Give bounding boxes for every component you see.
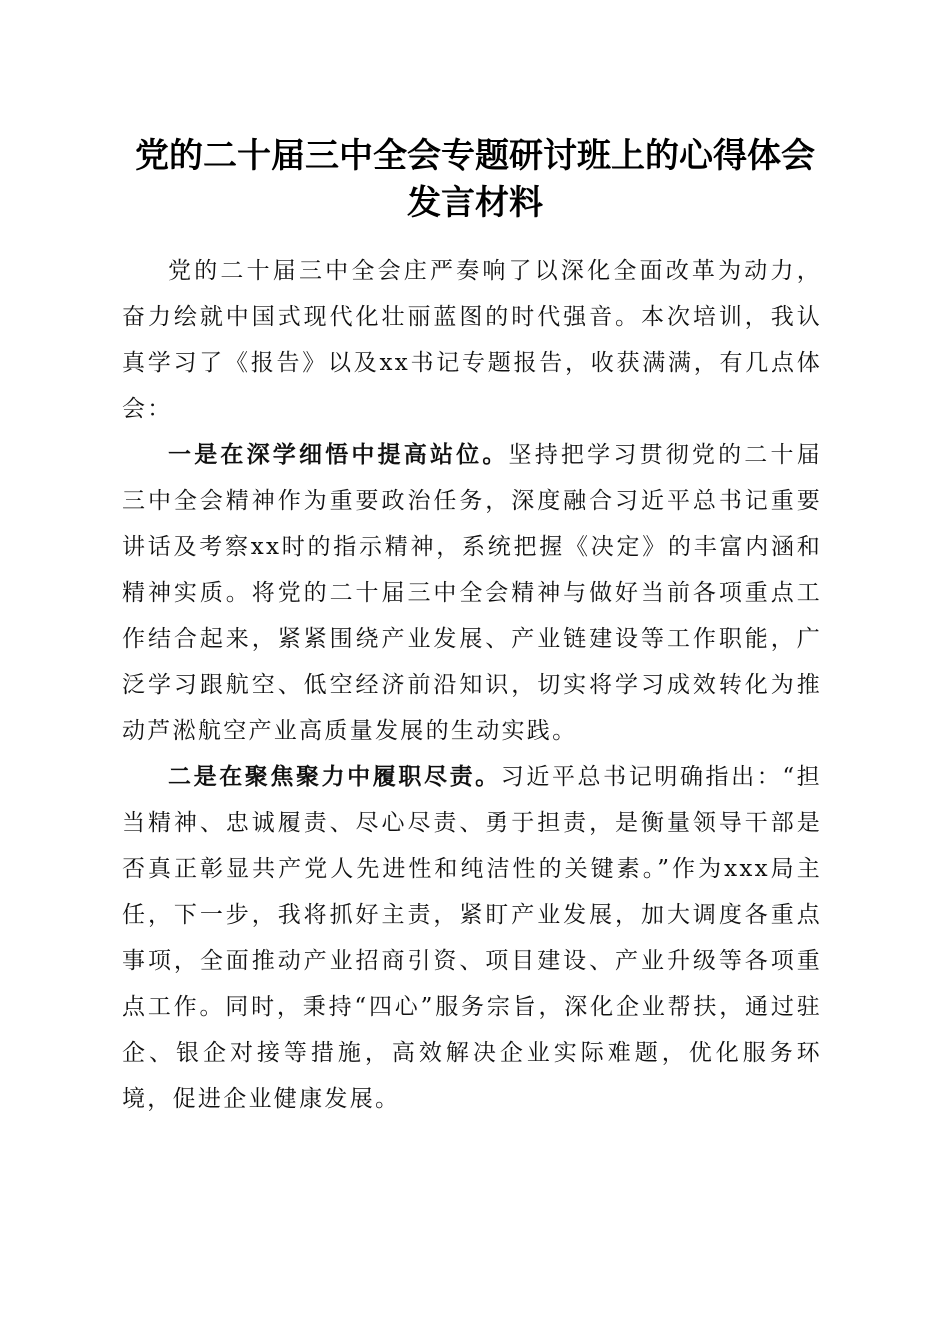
point-two-paragraph xyxy=(122,754,822,1122)
point-two-body: 习近平总书记明确指出：“担当精神、忠诚履责、尽心尽责、勇于担责，是衡量领导干部是否真正彰显共产党人先进性和纯洁性的关键素。”作为xxx局主任，下一步，我将抓好主责，紧盯产业发展，加大调度各重点事项，全面推动产业招商引资、项目建设、产业升级等各项重点工作。同时，秉持“四心”服务宗旨，深化企业帮扶，通过驻企、银企对接等措施，高效解决企业实际难题，优化服务环境，促进企业健康发展。 xyxy=(122,764,822,1112)
document-title xyxy=(100,133,850,227)
point-two-lead: 二是在聚焦聚力中履职尽责。 xyxy=(168,763,501,790)
title-line-2: 发言材料 xyxy=(407,183,543,223)
point-one-lead: 一是在深学细悟中提高站位。 xyxy=(168,441,509,468)
document-body xyxy=(122,248,822,1122)
point-one-body: 坚持把学习贯彻党的二十届三中全会精神作为重要政治任务，深度融合习近平总书记重要讲话及考察xx时的指示精神，系统把握《决定》的丰富内涵和精神实质。将党的二十届三中全会精神与做好当前各项重点工作结合起来，紧紧围绕产业发展、产业链建设等工作职能，广泛学习跟航空、低空经济前沿知识，切实将学习成效转化为推动芦淞航空产业高质量发展的生动实践。 xyxy=(122,442,822,744)
intro-paragraph: 党的二十届三中全会庄严奏响了以深化全面改革为动力，奋力绘就中国式现代化壮丽蓝图的时代强音。本次培训，我认真学习了《报告》以及xx书记专题报告，收获满满，有几点体会： xyxy=(122,258,822,422)
title-line-1: 党的二十届三中全会专题研讨班上的心得体会 xyxy=(135,136,815,176)
point-one-paragraph xyxy=(122,432,822,754)
